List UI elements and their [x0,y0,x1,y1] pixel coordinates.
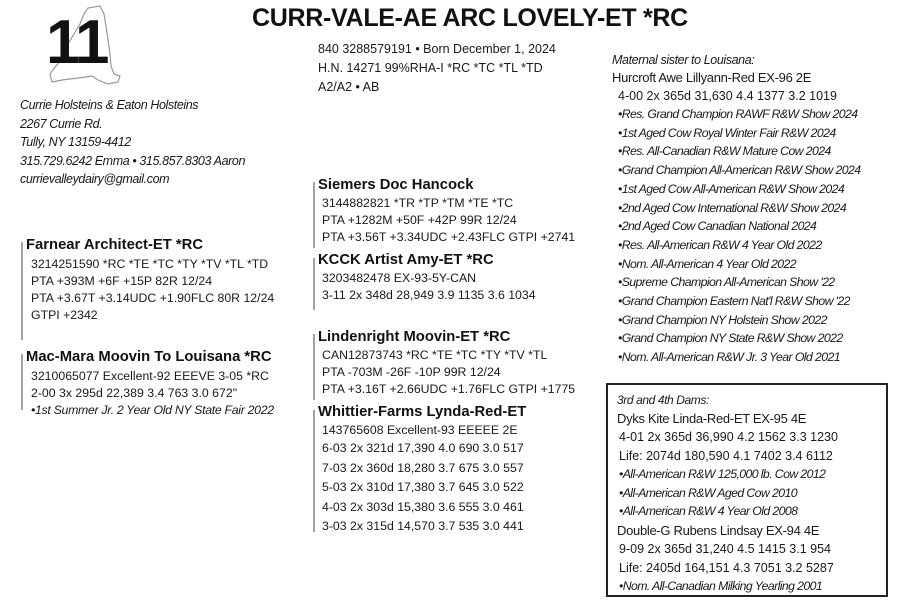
award-item: •2nd Aged Cow International R&W Show 2024 [618,200,847,215]
dam-dam-record: 7-03 2x 360d 18,280 3.7 675 3.0 557 [322,460,524,475]
dam-sire-entry [318,329,575,398]
award-item: •Nom. All-American R&W Jr. 3 Year Old 2021 [618,350,840,365]
award-item: •Grand Champion NY State R&W Show 2022 [618,331,843,346]
third-fourth-dams-box [606,383,888,597]
maternal-sister-heading: Maternal sister to Louisana: [612,53,755,67]
consignor-street: 2267 Currie Rd. [20,116,103,131]
award-item: •Res. All-American R&W 4 Year Old 2022 [618,237,822,252]
dam-sire-name: Lindenright Moovin-ET *RC [318,329,511,345]
herd-number-line: H.N. 14271 99%RHA-I *RC *TC *TL *TD [318,61,543,75]
consignor-phone: 315.729.6242 Emma • 315.857.8303 Aaron [20,153,246,168]
dam-dam-detail: 143765608 Excellent-93 EEEEE 2E [322,423,518,437]
dam-dam-record: 5-03 2x 310d 17,380 3.7 645 3.0 522 [322,480,524,494]
third-dam-record: 4-01 2x 365d 36,990 4.2 1562 3.3 1230 [619,430,838,444]
consignor-info [20,96,245,189]
sire-detail: 3214251590 *RC *TE *TC *TY *TV *TL *TD [31,257,269,271]
sire-sire-detail: 3144882821 *TR *TP *TM *TE *TC [322,196,514,210]
dam-dam-record: 4-03 2x 303d 15,380 3.6 555 3.0 461 [322,499,524,514]
sire-detail: PTA +3.67T +3.14UDC +1.90FLC 80R 12/24 [31,291,275,305]
award-item: •Nom. All-American 4 Year Old 2022 [618,256,797,271]
dam-dam-record: 6-03 2x 321d 17,390 4.0 690 3.0 517 [322,441,524,455]
sire-sire-name: Siemers Doc Hancock [318,177,474,193]
award-item: •Grand Champion All-American R&W Show 2024 [618,163,861,178]
award-item: •Supreme Champion All-American Show '22 [618,275,835,290]
award-item: •2nd Aged Cow Canadian National 2024 [618,219,817,234]
registration-line: 840 3288579191 • Born December 1, 2024 [318,42,556,56]
maternal-sister-record: 4-00 2x 365d 31,630 4.4 1377 3.2 1019 [618,89,837,103]
sire-sire-detail: PTA +3.56T +3.34UDC +2.43FLC GTPI +2741 [322,230,576,244]
sire-detail: GTPI +2342 [31,308,98,322]
animal-title: CURR-VALE-AE ARC LOVELY-ET *RC [252,4,688,32]
third-dam-name: Dyks Kite Linda-Red-ET EX-95 4E [617,411,807,426]
consignor-city: Tully, NY 13159-4412 [20,135,131,150]
dam-entry [26,349,274,419]
sire-dam-detail: 3203482478 EX-93-5Y-CAN [322,271,477,285]
dam-detail: 3210065077 Excellent-92 EEEVE 3-05 *RC [31,369,269,383]
dam-sire-detail: PTA +3.16T +2.66UDC +1.76FLC GTPI +1775 [322,382,576,396]
maternal-sister-section [612,52,860,367]
sire-dam-entry [318,252,536,304]
award-item: •Res. All-Canadian R&W Mature Cow 2024 [618,144,831,159]
sire-sire-detail: PTA +1282M +50F +42P 99R 12/24 [322,213,517,227]
sire-sire-entry [318,177,575,246]
award-item: •Grand Champion NY Holstein Show 2022 [618,312,827,327]
dam-dam-record: 3-03 2x 315d 14,570 3.7 535 3.0 441 [322,519,524,533]
award-item: •Res. Grand Champion RAWF R&W Show 2024 [618,107,858,121]
award-item: •All-American R&W 4 Year Old 2008 [619,504,798,519]
third-dam-lifetime: Life: 2074d 180,590 4.1 7402 3.4 6112 [619,448,833,463]
dam-detail: •1st Summer Jr. 2 Year Old NY State Fair 2022 [31,403,274,417]
dams-heading: 3rd and 4th Dams: [617,393,709,407]
award-item: •All-American R&W 125,000 lb. Cow 2012 [619,467,826,481]
sire-dam-detail: 3-11 2x 348d 28,949 3.9 1135 3.6 1034 [322,288,536,302]
sire-name: Farnear Architect-ET *RC [26,237,204,253]
award-item: •All-American R&W Aged Cow 2010 [619,485,797,500]
genotype-line: A2/A2 • AB [318,80,380,94]
dam-name: Mac-Mara Moovin To Louisana *RC [26,349,272,365]
award-item: •Nom. All-Canadian Milking Yearling 2001 [619,579,823,594]
lot-number: 11 [46,8,108,77]
dam-dam-entry [318,404,526,537]
sire-entry [26,237,274,324]
consignor-email: currievalleydairy@gmail.com [20,172,170,187]
award-item: •1st Aged Cow All-American R&W Show 2024 [618,181,845,196]
sire-detail: PTA +393M +6F +15P 82R 12/24 [31,274,213,288]
consignor-name: Currie Holsteins & Eaton Holsteins [20,98,199,112]
award-item: •Grand Champion Eastern Nat'l R&W Show '22 [618,294,850,309]
sire-dam-name: KCCK Artist Amy-ET *RC [318,252,494,268]
subject-info [318,40,556,97]
fourth-dam-record: 9-09 2x 365d 31,240 4.5 1415 3.1 954 [619,542,831,557]
fourth-dam-lifetime: Life: 2405d 164,151 4.3 7051 3.2 5287 [619,560,834,575]
dam-sire-detail: PTA -703M -26F -10P 99R 12/24 [322,365,501,379]
award-item: •1st Aged Cow Royal Winter Fair R&W 2024 [618,125,836,140]
dam-dam-name: Whittier-Farms Lynda-Red-ET [318,404,527,420]
fourth-dam-name: Double-G Rubens Lindsay EX-94 4E [617,523,820,539]
maternal-sister-name: Hurcroft Awe Lillyann-Red EX-96 2E [612,70,812,85]
dam-sire-detail: CAN12873743 *RC *TE *TC *TY *TV *TL [322,348,548,362]
dam-detail: 2-00 3x 295d 22,389 3.4 763 3.0 672" [31,386,238,400]
